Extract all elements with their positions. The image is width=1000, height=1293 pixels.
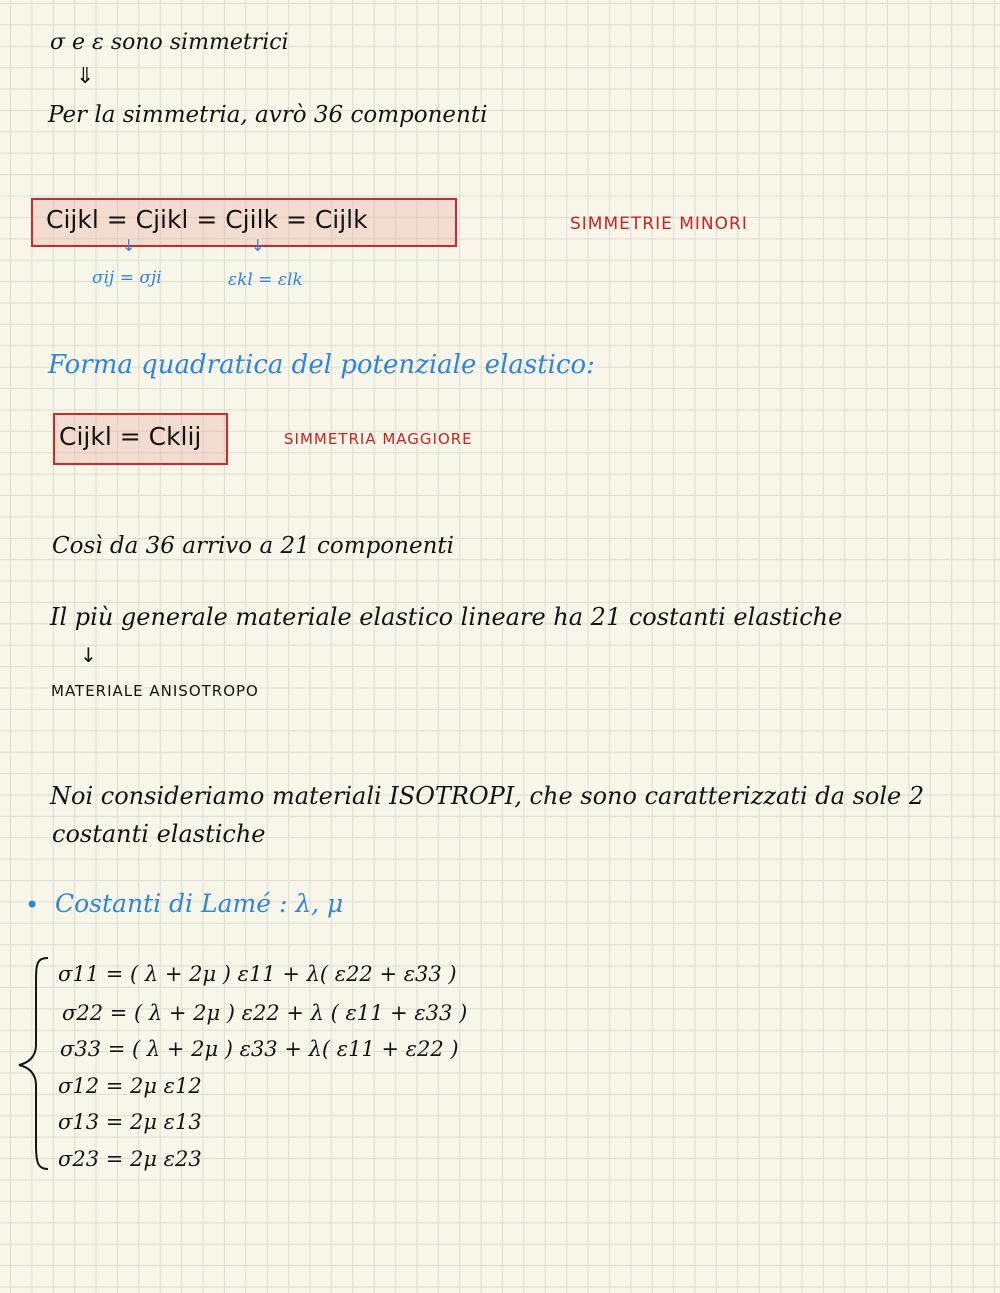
down-arrow-icon: ↓ bbox=[80, 643, 97, 667]
stress-equation-23: σ23 = 2μ ε23 bbox=[58, 1147, 202, 1171]
isotropic-line-2: costanti elastiche bbox=[52, 820, 266, 848]
stress-equation-12: σ12 = 2μ ε12 bbox=[58, 1074, 202, 1098]
stress-equation-33: σ33 = ( λ + 2μ ) ε33 + λ( ε11 + ε22 ) bbox=[60, 1037, 459, 1061]
implies-arrow: ⇓ bbox=[76, 64, 95, 89]
stress-equation-13: σ13 = 2μ ε13 bbox=[58, 1110, 202, 1134]
major-symmetry-equation: Cijkl = Cklij bbox=[59, 422, 202, 451]
down-arrow-icon: ↓ bbox=[122, 236, 136, 255]
system-brace bbox=[14, 955, 54, 1175]
stress-equation-11: σ11 = ( λ + 2μ ) ε11 + λ( ε22 + ε33 ) bbox=[58, 962, 457, 986]
component-count-line: Così da 36 arrivo a 21 componenti bbox=[52, 533, 454, 559]
quadratic-form-heading: Forma quadratica del potenziale elastico: bbox=[48, 350, 595, 380]
minor-symmetry-equation: Cijkl = Cjikl = Cjilk = Cijlk bbox=[46, 205, 368, 234]
intro-line-1: σ e ε sono simmetrici bbox=[50, 30, 289, 55]
minor-symmetry-label: SIMMETRIE MINORI bbox=[570, 214, 748, 234]
intro-line-2: Per la simmetria, avrò 36 componenti bbox=[48, 102, 488, 128]
lame-constants-line: Costanti di Lamé : λ, μ bbox=[55, 889, 344, 918]
down-arrow-icon: ↓ bbox=[251, 236, 265, 255]
general-material-line: Il più generale materiale elastico lineare ha 21 costanti elastiche bbox=[50, 603, 843, 631]
isotropic-line-1: Noi consideriamo materiali ISOTROPI, che sono caratterizzati da sole 2 bbox=[50, 782, 925, 810]
major-symmetry-label: SIMMETRIA MAGGIORE bbox=[284, 430, 473, 448]
epsilon-symmetry-note: εkl = εlk bbox=[228, 270, 303, 290]
sigma-symmetry-note: σij = σji bbox=[92, 268, 162, 288]
bullet-point: • bbox=[25, 891, 40, 919]
stress-equation-22: σ22 = ( λ + 2μ ) ε22 + λ ( ε11 + ε33 ) bbox=[62, 1001, 468, 1025]
anisotropic-material-label: MATERIALE ANISOTROPO bbox=[51, 682, 259, 700]
